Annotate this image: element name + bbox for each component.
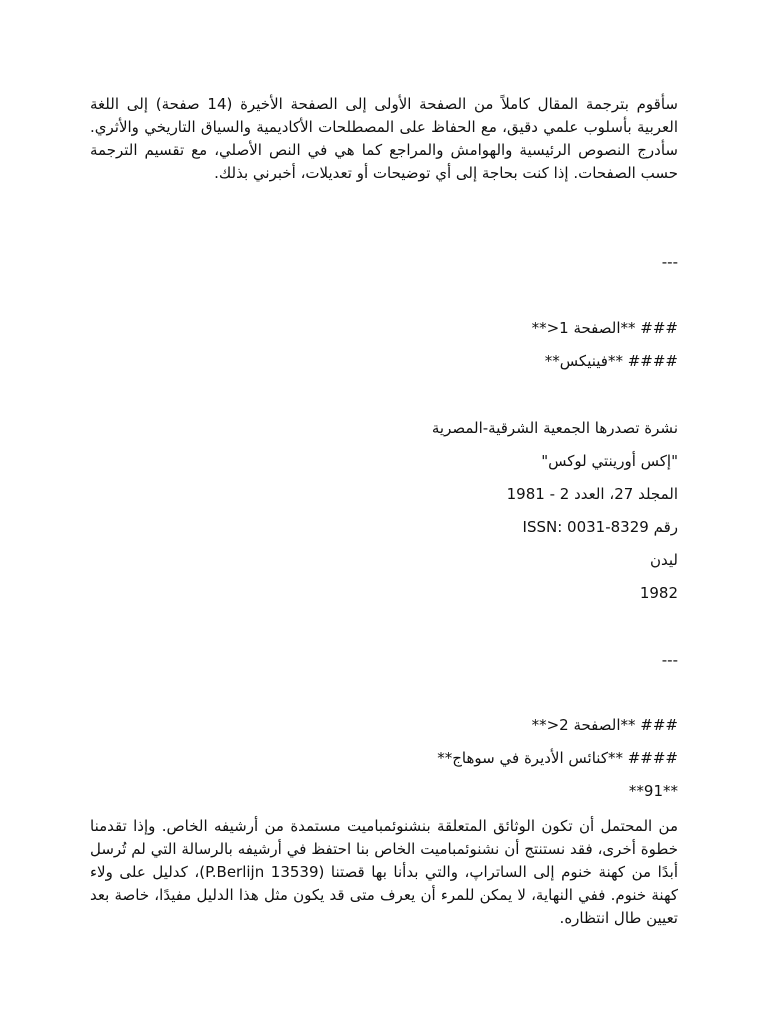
page2-page-number: **91** bbox=[628, 782, 678, 800]
page1-volume: المجلد 27، العدد 2 - 1981 bbox=[506, 485, 678, 503]
page1-issn: رقم ISSN: 0031-8329 bbox=[522, 518, 678, 536]
page1-year: 1982 bbox=[639, 584, 678, 602]
page1-publisher: نشرة تصدرها الجمعية الشرقية-المصرية bbox=[431, 419, 678, 437]
page1-city: ليدن bbox=[650, 551, 678, 569]
page1-subheading: #### **فينيكس** bbox=[544, 352, 678, 370]
page2-body-paragraph: من المحتمل أن تكون الوثائق المتعلقة بنشنوئمباميت مستمدة من أرشيفه الخاص. وإذا تقدمنا خطوة أخرى، فقد نستنتج أن نشنوئمباميت الخاص بنا احتفظ في أرشيفه بالرسالة التي لم تُرسل أبدًا من كهنة خنوم إلى الساتراپ، والتي بدأنا بها قصتنا (P.Berlijn 13539)، كدليل على ولاء كهنة خنوم. ففي النهاية، لا يمكن للمرء أن يعرف متى قد يكون مثل هذا الدليل مفيدًا، خاصة بعد تعيين طال انتظاره. bbox=[90, 817, 678, 927]
intro-paragraph: سأقوم بترجمة المقال كاملاً من الصفحة الأولى إلى الصفحة الأخيرة (14 صفحة) إلى اللغة العربية بأسلوب علمي دقيق، مع الحفاظ على المصطلحات الأكاديمية والسياق التاريخي والأثري. سأدرج النصوص الرئيسية والهوامش والمراجع كما هي في النص الأصلي، مع تقسيم الترجمة حسب الصفحات. إذا كنت بحاجة إلى أي توضيحات أو تعديلات، أخبرني بذلك. bbox=[90, 95, 678, 182]
page2-subheading: #### **كنائس الأديرة في سوهاج** bbox=[437, 749, 678, 767]
page2-heading: ### **الصفحة 2<** bbox=[531, 716, 678, 734]
document-page bbox=[90, 0, 678, 1024]
page1-heading: ### **الصفحة 1<** bbox=[531, 319, 678, 337]
page1-series: "إكس أورينتي لوكس" bbox=[541, 452, 678, 470]
separator-1: --- bbox=[661, 253, 678, 271]
separator-2: --- bbox=[661, 651, 678, 669]
